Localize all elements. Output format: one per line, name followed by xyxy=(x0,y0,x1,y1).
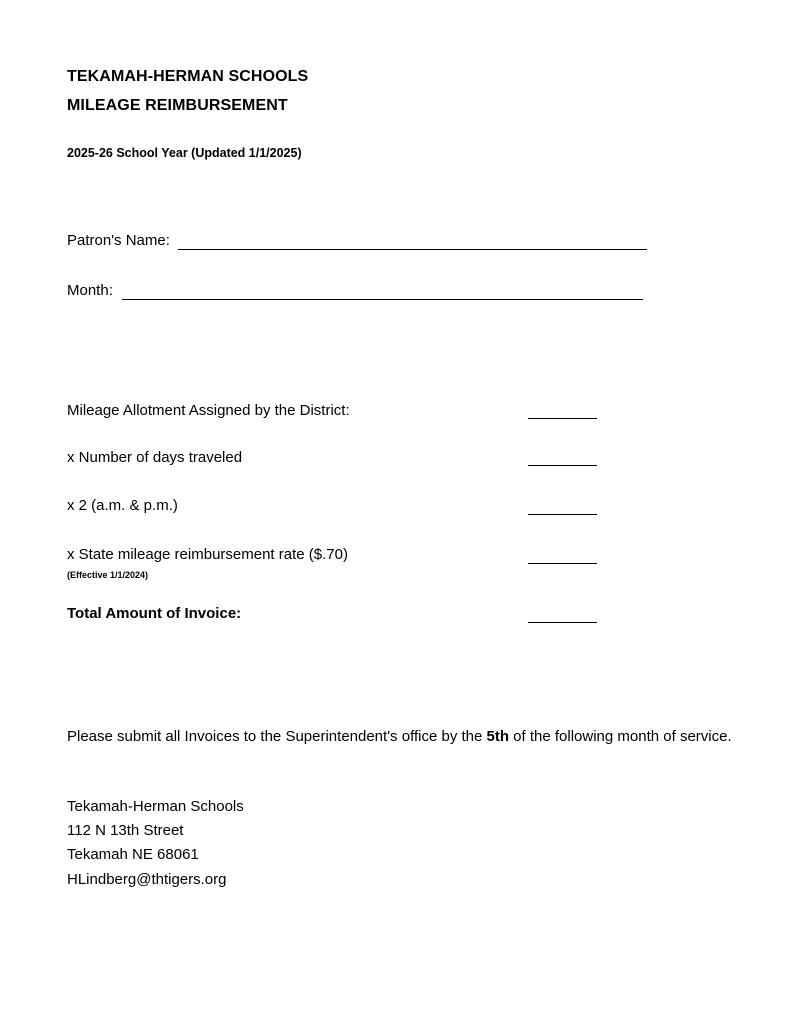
form-title-heading: MILEAGE REIMBURSEMENT xyxy=(67,97,288,114)
address-street: 112 N 13th Street xyxy=(67,822,184,839)
address-city: Tekamah NE 68061 xyxy=(67,846,199,863)
month-field[interactable] xyxy=(122,299,643,300)
instructions-text-before: Please submit all Invoices to the Superintendent's office by the xyxy=(67,728,487,745)
school-year-subtitle: 2025-26 School Year (Updated 1/1/2025) xyxy=(67,146,302,160)
address-organization: Tekamah-Herman Schools xyxy=(67,798,244,815)
mileage-rate-label: x State mileage reimbursement rate ($.70) xyxy=(67,546,348,563)
days-traveled-label: x Number of days traveled xyxy=(67,449,243,466)
days-traveled-field[interactable] xyxy=(528,465,597,466)
invoice-total-field[interactable] xyxy=(528,622,597,623)
submission-instructions xyxy=(67,725,747,748)
patron-name-field[interactable] xyxy=(178,249,647,250)
rate-effective-note: (Effective 1/1/2024) xyxy=(67,570,149,580)
mileage-rate-field[interactable] xyxy=(528,563,597,564)
mileage-allotment-field[interactable] xyxy=(528,418,597,419)
round-trip-multiplier-label: x 2 (a.m. & p.m.) xyxy=(67,497,178,514)
patron-name-label: Patron's Name: xyxy=(67,232,170,249)
deadline-day: 5th xyxy=(486,728,510,745)
mileage-allotment-label: Mileage Allotment Assigned by the District: xyxy=(67,402,350,419)
district-name-heading: TEKAMAH-HERMAN SCHOOLS xyxy=(67,68,309,85)
month-label: Month: xyxy=(67,282,113,299)
contact-email[interactable]: HLindberg@thtigers.org xyxy=(67,871,227,888)
instructions-text-after: of the following month of service. xyxy=(509,728,732,745)
invoice-total-label: Total Amount of Invoice: xyxy=(67,605,242,622)
round-trip-multiplier-field[interactable] xyxy=(528,514,597,515)
